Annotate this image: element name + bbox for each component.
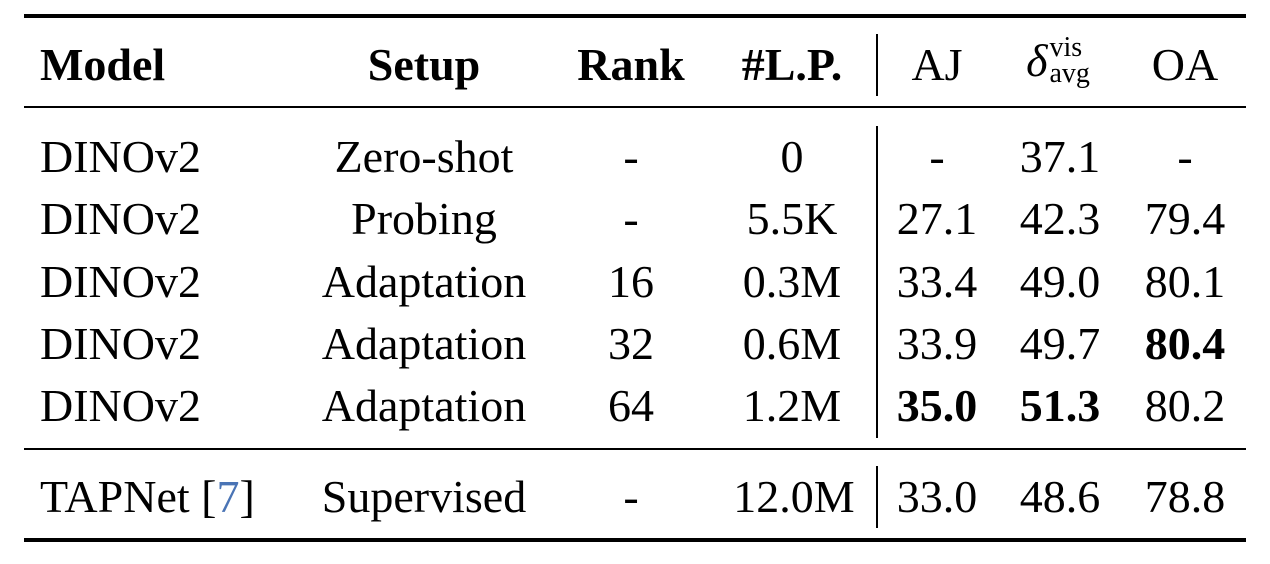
cell-rank: 64 [608,380,654,431]
cell-model-baseline [40,471,255,522]
header-rank: Rank [577,39,685,90]
header-setup: Setup [367,39,481,90]
cell-lp: 1.2M [742,380,842,431]
citation-close: ] [239,471,255,522]
bottom-rule [24,538,1246,542]
cell-oa: - [1177,131,1193,182]
cell-oa: 80.2 [1144,380,1226,431]
cell-oa: 79.4 [1144,193,1226,244]
header-aj: AJ [911,39,963,90]
cell-aj: 27.1 [896,193,978,244]
cell-delta-best: 51.3 [1019,380,1101,431]
cell-model: DINOv2 [40,256,201,307]
header-delta-symbol: δ [1026,35,1048,86]
cell-aj: 33.0 [896,471,978,522]
cell-delta: 37.1 [1019,131,1101,182]
cell-oa: 80.1 [1144,256,1226,307]
cell-model: DINOv2 [40,318,201,369]
cell-oa: 78.8 [1144,471,1226,522]
header-model: Model [40,39,166,90]
cell-rank: - [623,471,639,522]
cell-model: DINOv2 [40,131,201,182]
cell-lp: 5.5K [746,193,838,244]
cell-rank: 16 [608,256,654,307]
cell-setup: Zero-shot [334,131,514,182]
cell-setup: Probing [351,193,497,244]
header-rule [24,106,1246,108]
cell-delta: 49.0 [1019,256,1101,307]
cell-lp: 12.0M [733,471,855,522]
header-oa: OA [1151,39,1219,90]
cell-model: DINOv2 [40,193,201,244]
baseline-model-name: TAPNet [40,471,190,522]
cell-setup: Adaptation [321,380,527,431]
cell-rank: - [623,193,639,244]
header-delta-sup: vis [1049,31,1083,63]
cell-lp: 0.6M [742,318,842,369]
cell-oa-best: 80.4 [1144,318,1226,369]
cell-delta: 42.3 [1019,193,1101,244]
cell-model: DINOv2 [40,380,201,431]
cell-delta: 49.7 [1019,318,1101,369]
cell-aj: 33.4 [896,256,978,307]
cell-setup: Supervised [321,471,527,522]
header-separator [876,34,878,96]
cell-lp: 0 [780,131,804,182]
cell-setup: Adaptation [321,318,527,369]
cell-rank: 32 [608,318,654,369]
baseline-separator [876,466,878,528]
header-lp: #L.P. [741,39,843,90]
cell-setup: Adaptation [321,256,527,307]
top-rule [24,14,1246,18]
header-delta-scripts [1049,31,1090,90]
baseline-rule [24,448,1246,450]
cell-aj-best: 35.0 [896,380,978,431]
header-delta [1026,31,1090,92]
citation-open: [ [201,471,217,522]
cell-aj: - [929,131,945,182]
citation-link[interactable]: 7 [216,471,240,522]
cell-aj: 33.9 [896,318,978,369]
body-separator [876,126,878,438]
cell-lp: 0.3M [742,256,842,307]
cell-rank: - [623,131,639,182]
cell-delta: 48.6 [1019,471,1101,522]
header-delta-sub: avg [1049,58,1090,90]
